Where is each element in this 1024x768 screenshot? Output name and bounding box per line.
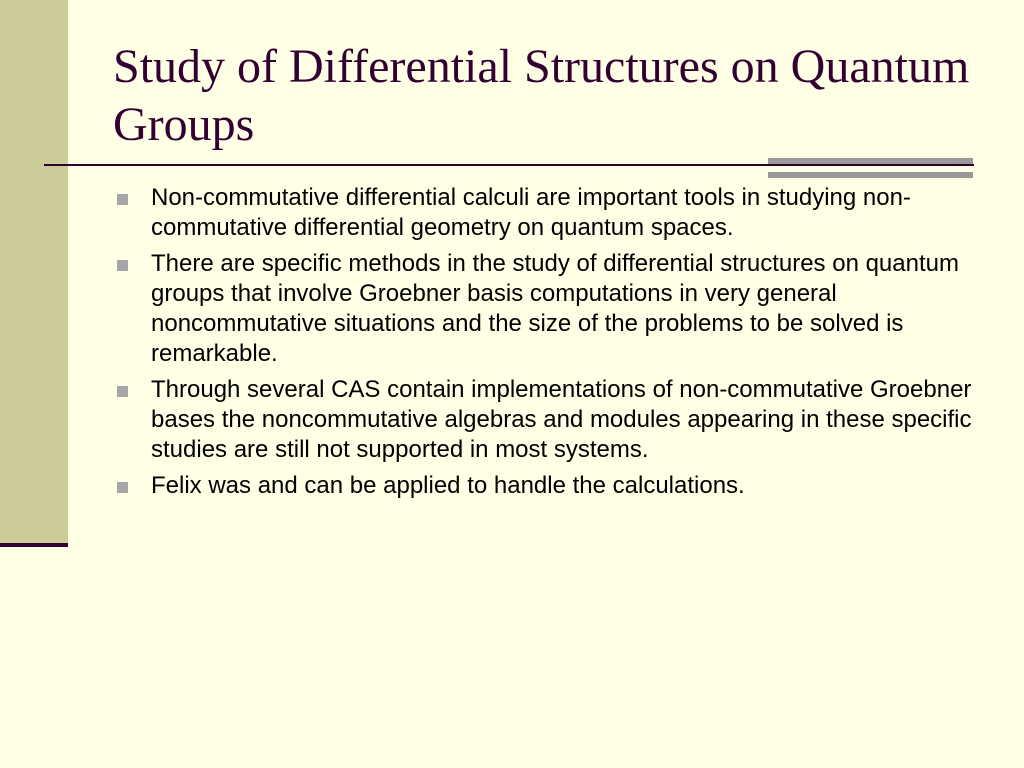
left-decorative-band xyxy=(0,0,68,544)
bullet-item xyxy=(114,471,974,501)
square-bullet-icon xyxy=(117,194,128,205)
title-divider xyxy=(44,164,974,166)
square-bullet-icon xyxy=(117,482,128,493)
bullet-text: Through several CAS contain implementations of non-commutative Groebner bases the noncommutative algebras and modules appearing in these specific studies are still not supported in most systems. xyxy=(151,376,972,463)
bullet-item xyxy=(114,249,974,369)
accent-bar-bottom xyxy=(768,172,973,178)
square-bullet-icon xyxy=(117,260,128,271)
bullet-item xyxy=(114,183,974,243)
left-band-underline xyxy=(0,543,68,547)
bullet-text: There are specific methods in the study of differential structures on quantum groups that involve Groebner basis computations in very general noncommutative situations and the size of the problems to be solved is remarkable. xyxy=(151,250,959,367)
bullet-text: Felix was and can be applied to handle the calculations. xyxy=(151,472,745,499)
square-bullet-icon xyxy=(117,386,128,397)
accent-bar-top xyxy=(768,158,973,164)
bullet-text: Non-commutative differential calculi are important tools in studying non-commutative differential geometry on quantum spaces. xyxy=(151,184,911,241)
bullet-list xyxy=(114,183,974,507)
bullet-item xyxy=(114,375,974,465)
slide-title: Study of Differential Structures on Quantum Groups xyxy=(113,40,970,151)
